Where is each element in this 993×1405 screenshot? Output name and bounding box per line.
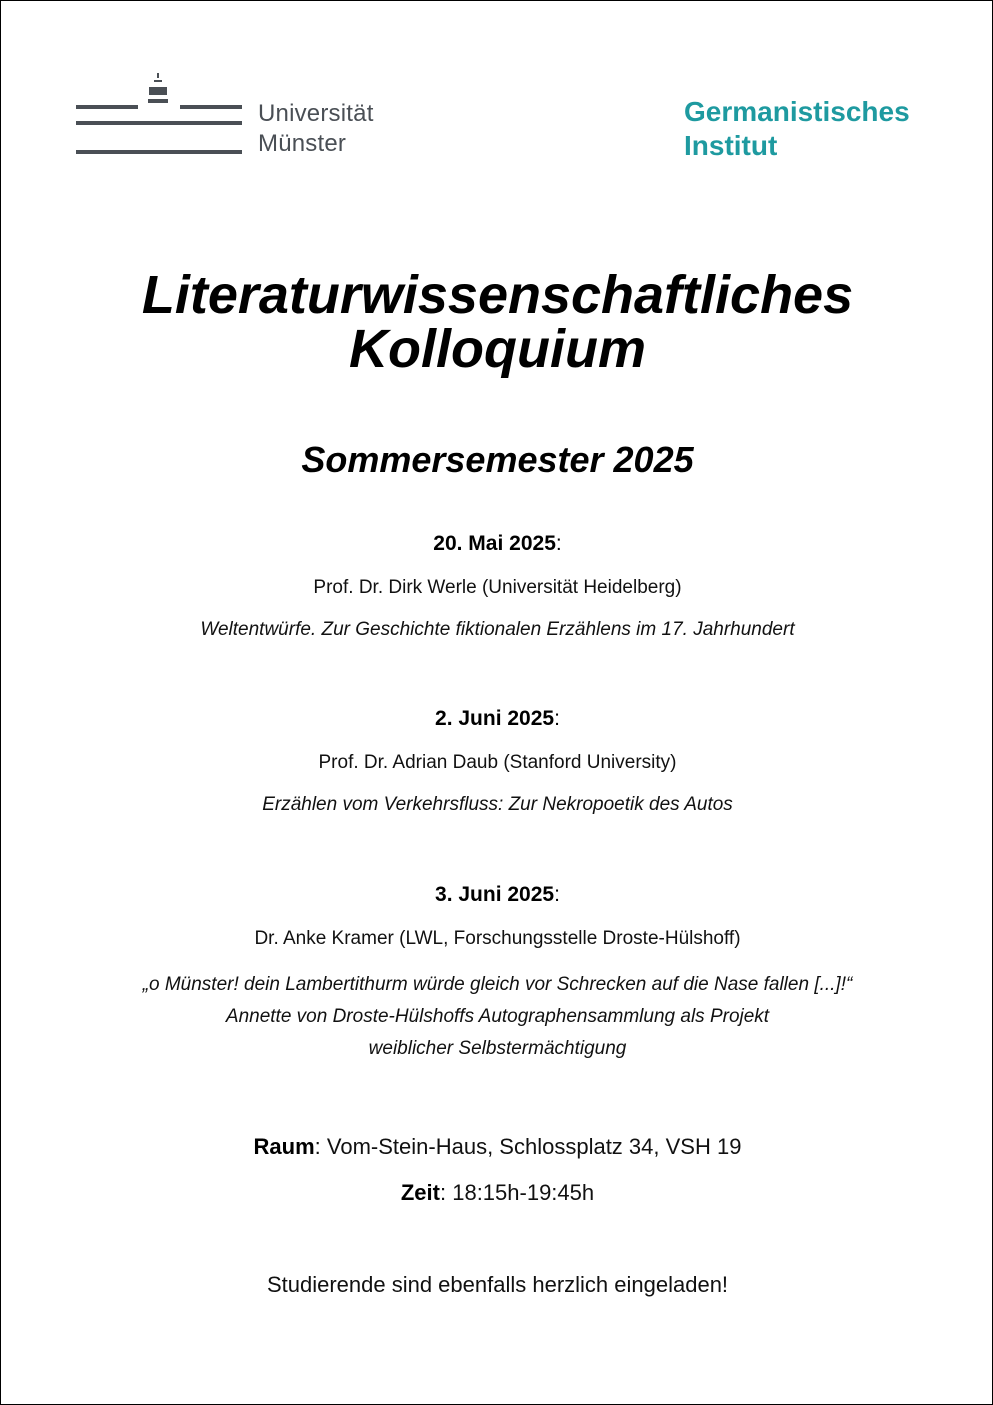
event-speaker: Dr. Anke Kramer (LWL, Forschungsstelle Droste-Hülshoff) xyxy=(254,928,741,949)
title-line2: Kolloquium xyxy=(349,319,646,379)
time-label: Zeit xyxy=(400,1180,440,1205)
institute-name-line1: Germanistisches xyxy=(684,96,910,127)
university-emblem-icon xyxy=(76,69,246,164)
university-logo xyxy=(76,69,406,164)
time-value: 18:15h-19:45h xyxy=(452,1180,595,1205)
location-value: Vom-Stein-Haus, Schlossplatz 34, VSH 19 xyxy=(326,1134,742,1159)
event-talk-title xyxy=(1,969,993,1065)
university-name-line1: Universität xyxy=(258,100,374,127)
invitation-note: Studierende sind ebenfalls herzlich eingeladen! xyxy=(266,1272,729,1297)
institute-logo xyxy=(684,95,910,163)
event-talk-title: Erzählen vom Verkehrsfluss: Zur Nekropoetik des Autos xyxy=(262,794,733,815)
event-date-text: 20. Mai 2025 xyxy=(433,532,556,555)
event-talk-title: Weltentwürfe. Zur Geschichte fiktionalen Erzählens im 17. Jahrhundert xyxy=(200,619,795,640)
event-talk-line: weiblicher Selbstermächtigung xyxy=(368,1038,627,1059)
event-date-text: 3. Juni 2025 xyxy=(435,883,555,906)
time-line: Zeit: 18:15h-19:45h xyxy=(400,1180,595,1205)
location-line: Raum: Vom-Stein-Haus, Schlossplatz 34, VSH 19 xyxy=(253,1134,742,1159)
event-date: 20. Mai 2025: xyxy=(433,532,562,555)
location-label: Raum xyxy=(253,1134,315,1159)
semester-heading: Sommersemester 2025 xyxy=(301,439,694,480)
event-speaker: Prof. Dr. Adrian Daub (Stanford University) xyxy=(318,752,677,773)
institute-name-line2: Institut xyxy=(684,130,778,161)
event-date: 2. Juni 2025: xyxy=(435,707,560,730)
event-talk-line: „o Münster! dein Lambertithurm würde gleich vor Schrecken auf die Nase fallen [...]!“ xyxy=(142,974,853,995)
university-name-line2: Münster xyxy=(258,130,347,157)
title-line1: Literaturwissenschaftliches xyxy=(141,265,854,325)
poster-title xyxy=(1,265,993,379)
event-speaker: Prof. Dr. Dirk Werle (Universität Heidelberg) xyxy=(313,577,682,598)
event-talk-line: Annette von Droste-Hülshoffs Autographensammlung als Projekt xyxy=(225,1006,770,1027)
event-date-text: 2. Juni 2025 xyxy=(435,707,555,730)
event-date: 3. Juni 2025: xyxy=(435,883,560,906)
university-name xyxy=(258,99,374,159)
